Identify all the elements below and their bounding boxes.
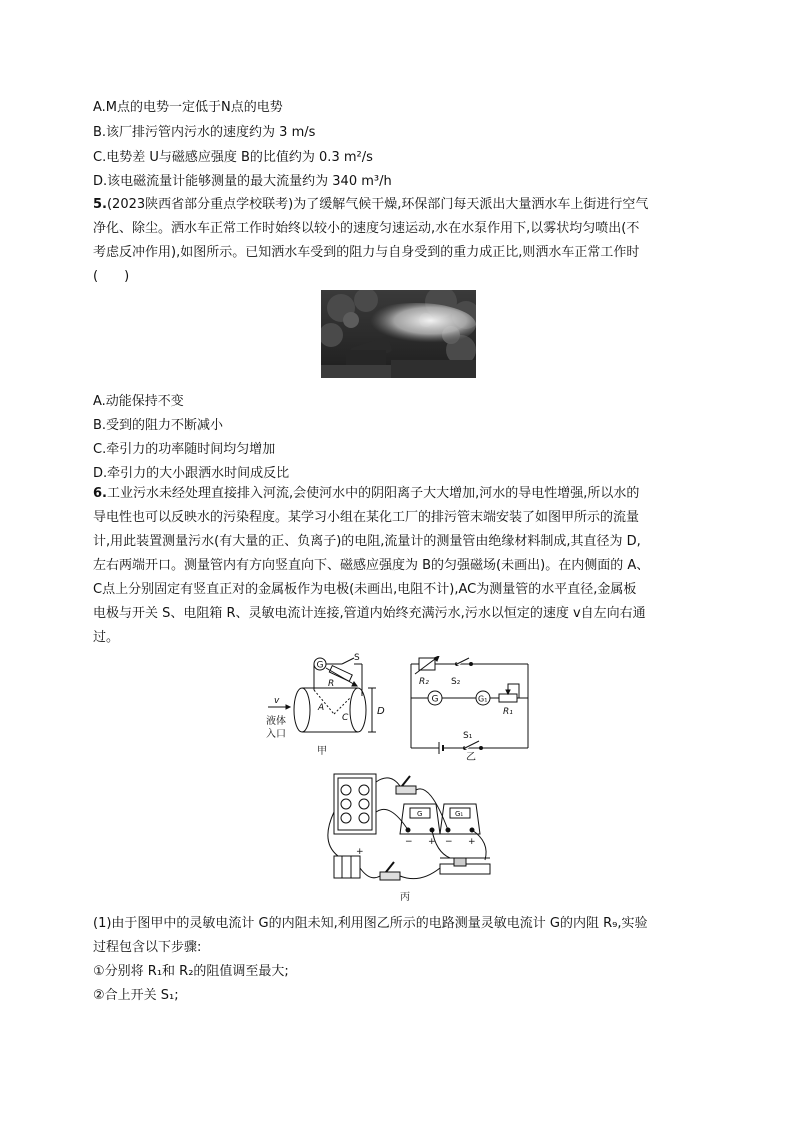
bing-label-g-plus: + [428, 837, 436, 847]
yi-label-r1: R₁ [503, 707, 513, 717]
q4-option-a: A.M点的电势一定低于N点的电势 [93, 100, 283, 115]
figure-bing-apparatus [320, 772, 496, 904]
q5-line-2: 净化、除尘。洒水车正常工作时始终以较小的速度匀速运动,水在水泵作用下,以雾状均匀喷出(不 [93, 221, 640, 236]
q6-line-6: 电极与开关 S、电阻箱 R、灵敏电流计连接,管道内始终充满污水,污水以恒定的速度 v自左向右通 [93, 606, 646, 621]
q5-line-3: 考虑反冲作用),如图所示。已知洒水车受到的阻力与自身受到的重力成正比,则洒水车正常工作时 [93, 245, 640, 260]
yi-caption: 乙 [466, 752, 476, 762]
q6-line-5: C点上分别固定有竖直正对的金属板作为电极(未画出,电阻不计),AC为测量管的水平直径,金属板 [93, 582, 637, 597]
battery-pack [334, 847, 364, 878]
knife-switch-bottom [380, 862, 400, 880]
q6-line-3: 计,用此装置测量污水(有大量的正、负离子)的电阻,流量计的测量管由绝缘材料制成,其直径为 D, [93, 534, 641, 549]
q5-line-4: ( ) [93, 269, 130, 284]
jia-label-a: A [318, 703, 325, 713]
q6-number: 6. [93, 486, 107, 501]
jia-label-v: v [274, 696, 280, 706]
sprinkler-truck-photo [321, 290, 476, 378]
jia-label-r: R [328, 679, 335, 689]
q5-line-1: (2023陕西省部分重点学校联考)为了缓解气候干燥,环保部门每天派出大量洒水车上街进行空气 [106, 197, 649, 212]
q6-step-2: ②合上开关 S₁; [93, 988, 179, 1003]
q5-option-a: A.动能保持不变 [93, 394, 184, 409]
bing-label-g1-plus: + [468, 837, 476, 847]
figure-yi-circuit [403, 656, 538, 762]
q6-sub1-line-2: 过程包含以下步骤: [93, 940, 202, 955]
q6-sub1 [93, 912, 713, 1008]
q4-option-d: D.该电磁流量计能够测量的最大流量约为 340 m³/h [93, 174, 392, 189]
q6-line-2: 导电性也可以反映水的污染程度。某学习小组在某化工厂的排污管末端安装了如图甲所示的流量 [93, 510, 640, 525]
jia-label-d: D [377, 706, 385, 717]
yi-label-s2: S₂ [451, 677, 461, 687]
jia-caption: 甲 [317, 746, 327, 757]
q4-option-c: C.电势差 U与磁感应强度 B的比值约为 0.3 m²/s [93, 150, 373, 165]
jia-label-inlet: 入口 [266, 729, 286, 740]
q4-option-b: B.该厂排污管内污水的速度约为 3 m/s [93, 125, 316, 140]
yi-label-s1: S₁ [463, 731, 473, 741]
q5-option-b: B.受到的阻力不断减小 [93, 418, 224, 433]
q6-sub1-line-1: (1)由于图甲中的灵敏电流计 G的内阻未知,利用图乙所示的电路测量灵敏电流计 G的内阻 R₉,实验 [93, 916, 648, 931]
jia-label-liquid: 液体 [266, 716, 286, 727]
jia-label-s: S [354, 653, 360, 663]
bing-label-g: G [417, 810, 423, 818]
bing-label-battery-plus: + [356, 847, 364, 857]
yi-label-g1: G₁ [478, 694, 488, 704]
q5-stem [93, 193, 713, 289]
q5-number: 5. [93, 197, 107, 212]
bing-label-g-minus: − [405, 837, 413, 847]
bing-label-g1: G₁ [455, 810, 464, 818]
resistance-box [334, 774, 376, 834]
q6-stem [93, 482, 713, 650]
galvanometer-g [400, 804, 440, 847]
bing-caption: 丙 [400, 892, 410, 903]
q6-line-1: 工业污水未经处理直接排入河流,会使河水中的阴阳离子大大增加,河水的导电性增强,所以水的 [106, 486, 640, 501]
yi-label-g: G [431, 694, 439, 705]
bing-label-g1-minus: − [445, 837, 453, 847]
q5-option-c: C.牵引力的功率随时间均匀增加 [93, 442, 276, 457]
figure-jia-flowmeter [262, 652, 392, 762]
q5-option-d: D.牵引力的大小跟洒水时间成反比 [93, 466, 290, 481]
jia-label-c: C [342, 713, 349, 723]
q6-line-4: 左右两端开口。测量管内有方向竖直向下、磁感应强度为 B的匀强磁场(未画出)。在内侧面的 A、 [93, 558, 650, 573]
q6-line-7: 过。 [93, 630, 120, 645]
yi-label-r2: R₂ [419, 677, 429, 687]
jia-label-g: G [316, 660, 324, 671]
rheostat [440, 858, 490, 874]
q6-step-1: ①分别将 R₁和 R₂的阻值调至最大; [93, 964, 289, 979]
